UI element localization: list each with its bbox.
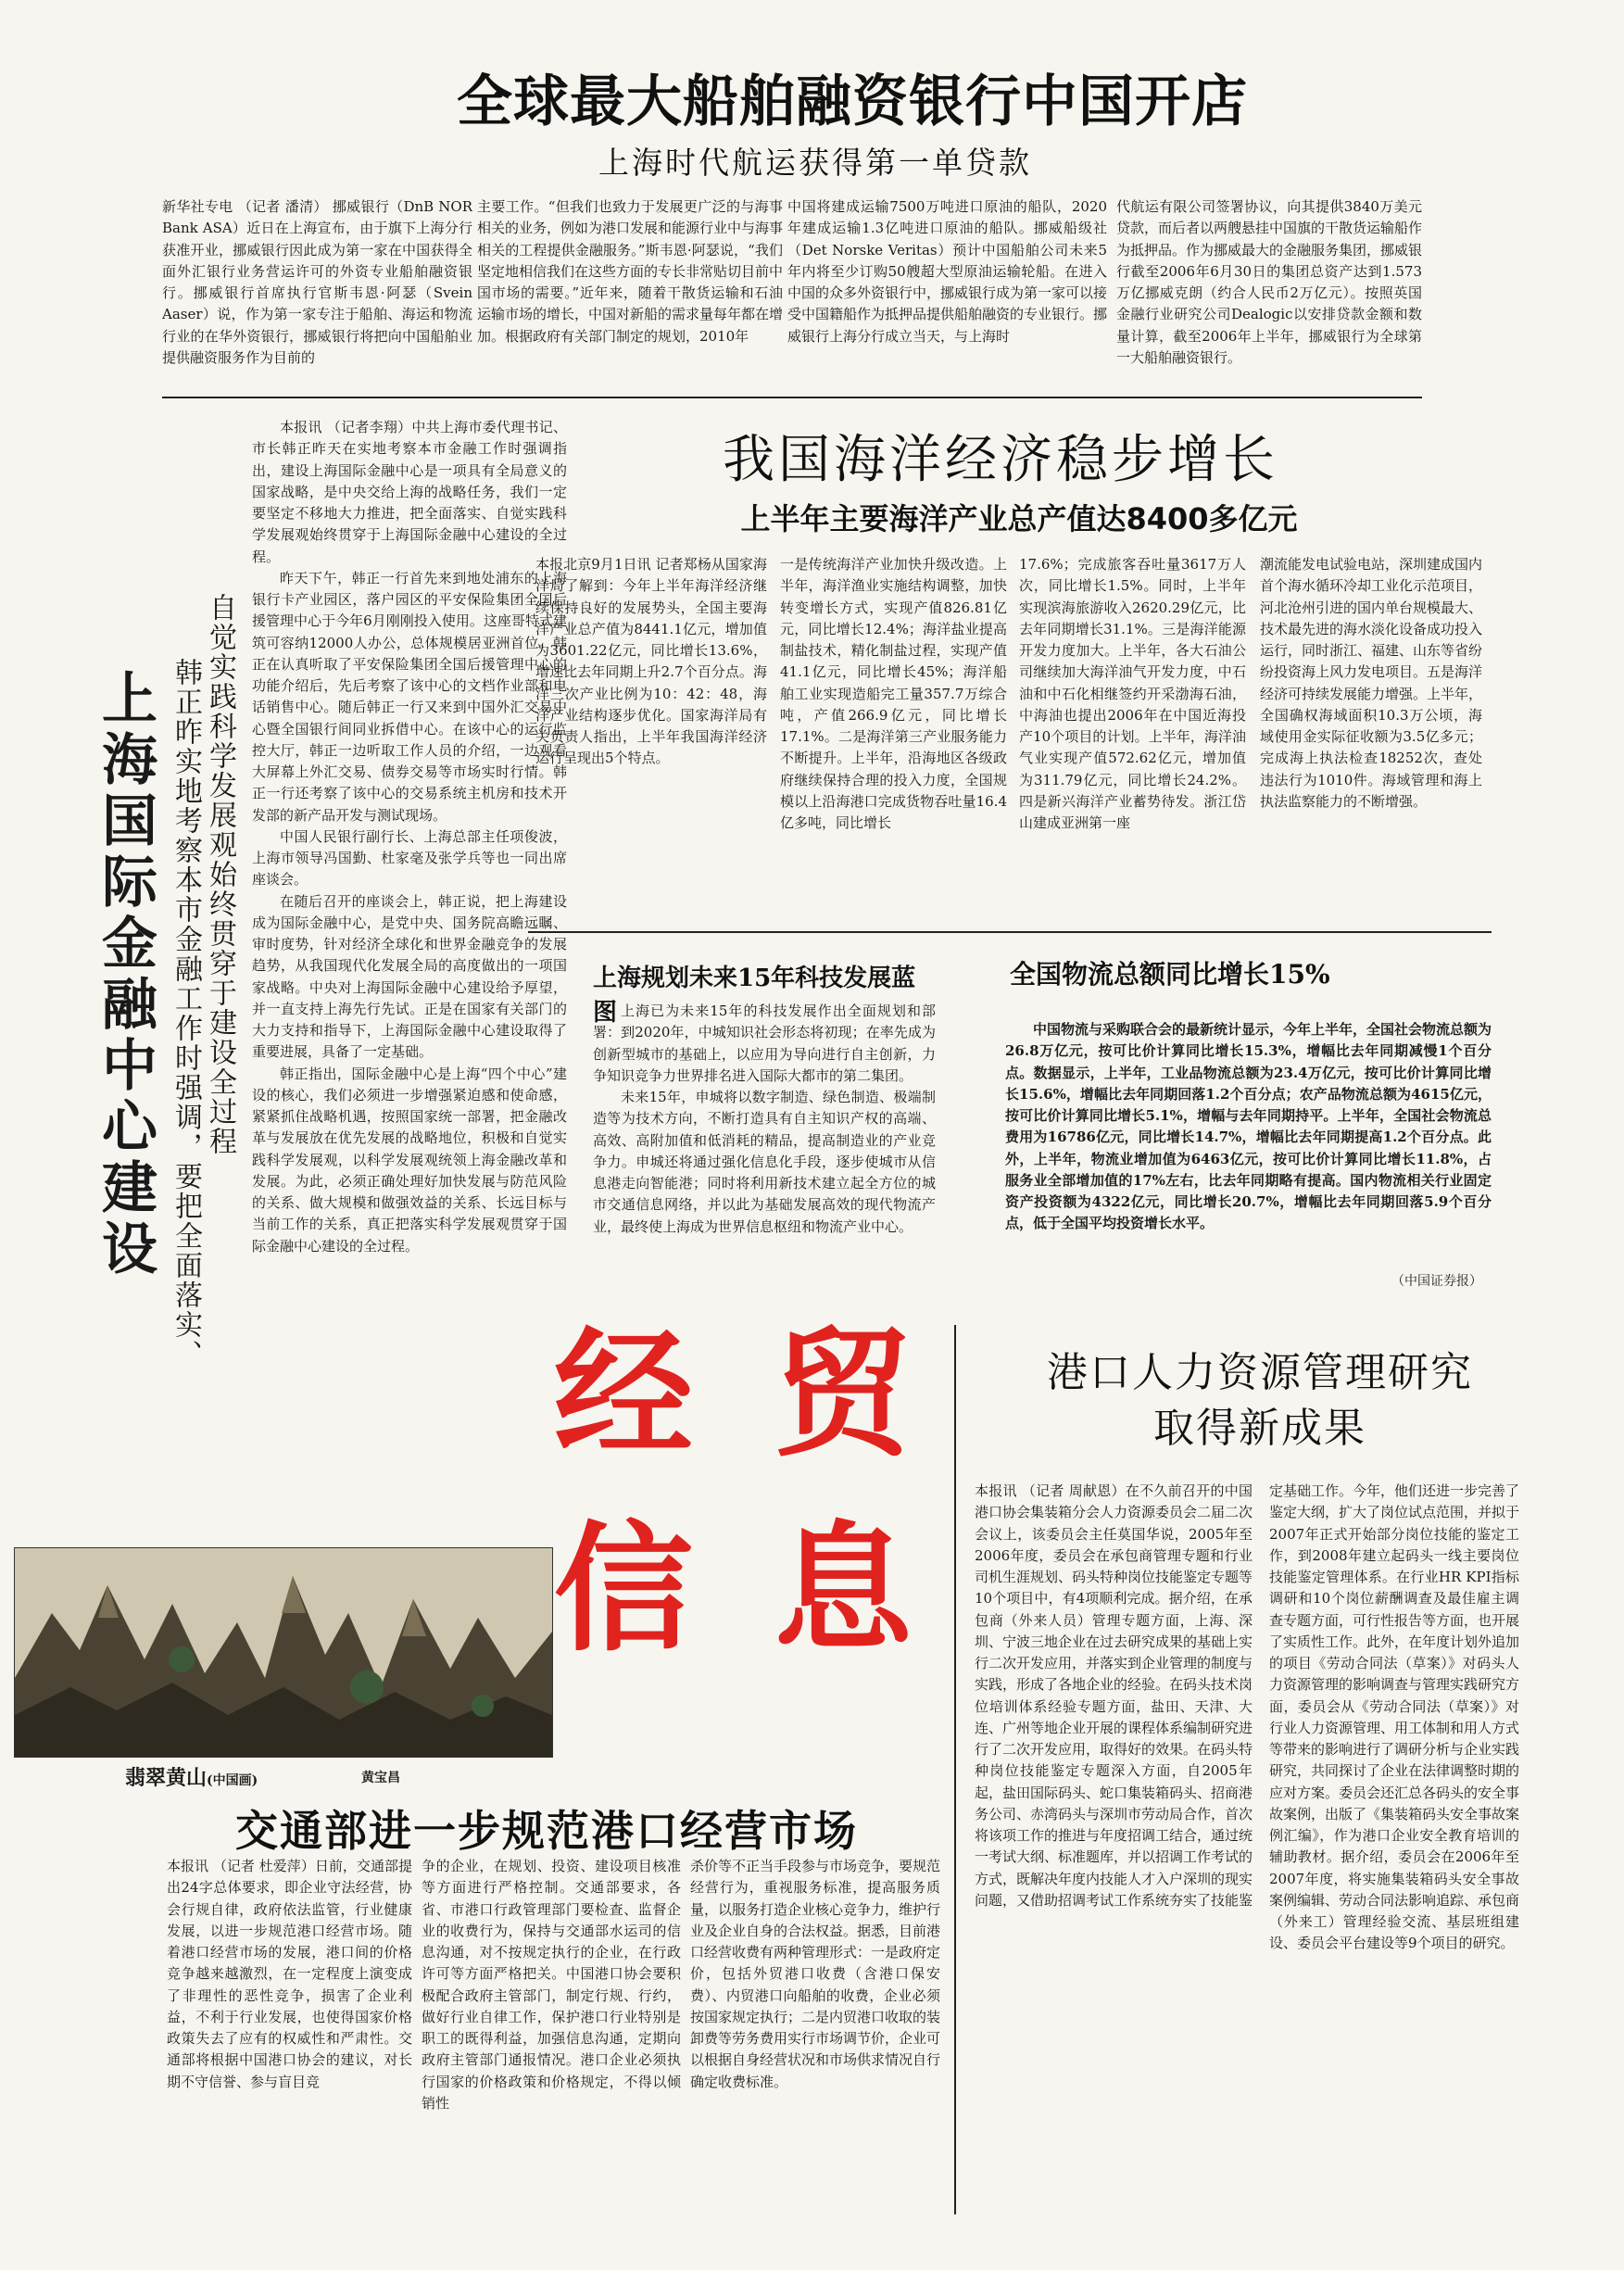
article1-title: 全球最大船舶融资银行中国开店 <box>457 69 1248 134</box>
article2-body <box>252 417 567 1529</box>
divider-vertical <box>954 1325 956 2214</box>
section-char-1: 经 <box>554 1313 694 1476</box>
article6-title-line2: 取得新成果 <box>1153 1405 1366 1452</box>
article2-title: 上海国际金融中心建设 <box>93 669 157 1280</box>
article3-col3: 17.6%；完成旅客吞吐量3617万人次，同比增长1.5%。同时，上半年实现滨海旅游收入2620.29亿元，比去年同期增长31.1%。三是海洋能源开发力度加大。上半年，各大石油公司继续加大海洋油气开发力度，中石油和中石化相继签约开采渤海石油，中海油也提出2006年在中国近海投产10个项目的计划。上半年，海洋油气业实现产值572.62亿元，增加值为311.79亿元，同比增长24.2%。四是新兴海洋产业蓄势待发。浙江岱山建成亚洲第一座 <box>1019 556 1246 831</box>
article5-body: 中国物流与采购联合会的最新统计显示，今年上半年，全国社会物流总额为26.8万亿元，按可比价计算同比增长15.3%，增幅比去年同期减慢1个百分点。数据显示，上半年，工业品物流总额为23.4万亿元，按可比价计算同比增长15.6%，增幅比去年同期回落1.2个百分点；农产品物流总额为4615亿元，按可比价计算同比增长5.1%，增幅与去年同期持平。上半年，全国社会物流总费用为16786亿元，同比增长14.7%，增幅比去年同期提高1.2个百分点。此外，上半年，物流业增加值为6463亿元，按可比价计算同比增长11.8%，占服务业全部增加值的17%左右，比去年同期略有提高。国内物流相关行业固定资产投资额为4322亿元，同比增长20.7%，增幅比去年同期回落5.9个百分点，低于全国平均投资增长水平。 <box>1005 1021 1492 1232</box>
article6-col2: 定基础工作。今年，他们还进一步完善了鉴定大纲，扩大了岗位试点范围，并拟于2007年正式开始部分岗位技能的鉴定工作，到2008年建立起码头一线主要岗位技能鉴定管理体系。在行业HR KPI指标调研和10个岗位薪酬调查及最佳雇主调查专题方面，可行性报告等方面，也开展了实质性工作。此外，在年度计划外追加的项目《劳动合同法（草案）》对码头人力资源管理的影响调查与管理实践研究方面，委员会从《劳动合同法（草案）》对行业人力资源管理、用工体制和用人方式等带来的影响进行了调研分析与企业实践研究，共同探讨了企业在法律调整时期的应对方案。委员会还汇总各码头的安全事故案例，出版了《集装箱码头安全事故案例汇编》，作为港口企业安全教育培训的辅助教材。据介绍，委员会在2006年至2007年度，将实施集装箱码头安全事故案例编辑、劳动合同法影响追踪、承包商（外来工）管理经验交流、基层班组建设、委员会平台建设等9个项目的研究。 <box>1269 1482 1519 1952</box>
article3-col4: 潮流能发电试验电站，深圳建成国内首个海水循环冷却工业化示范项目，河北沧州引进的国内单台规模最大、技术最先进的海水淡化设备成功投入运行，同时浙江、福建、山东等省纷纷投资海上风力发电项目。五是海洋经济可持续发展能力增强。上半年，全国确权海域面积10.3万公顷，海域使用金实际征收额为3.5亿多元；完成海上执法检查18252次，查处违法行为1010件。海域管理和海上执法监察能力的不断增强。 <box>1260 556 1482 810</box>
section-char-3: 信 <box>554 1507 694 1671</box>
photo-author: 黄宝昌 <box>361 1771 400 1785</box>
article2-subtitle-1: 自觉实践科学发展观始终贯穿于建设全过程 <box>204 593 236 1156</box>
divider-mid <box>528 931 1492 933</box>
article2-para-4: 在随后召开的座谈会上，韩正说，把上海建设成为国际金融中心，是党中央、国务院高瞻远瞩、审时度势，针对经济全球化和世界金融竞争的发展趋势，从我国现代化发展全局的高度做出的一项国家战略。中央对上海国际金融中心建设给予厚望，并一直支持上海先行先试。正是在国家有关部门的大力支持和指导下，上海国际金融中心建设取得了重要进展，具备了一定基础。 <box>252 892 567 1061</box>
article1-col3: 中国将建成运输7500万吨进口原油的船队，2020年建成运输1.3亿吨进口原油的船队。挪威船级社（Det Norske Veritas）预计中国船舶公司未来5年内将至少订购50艘超大型原油运输轮船。在进入中国的众多外资银行中，挪威银行成为第一家可以接受中国籍船作为抵押品提供船舶融资的专业银行。挪威银行上海分行成立当天，与上海时 <box>787 198 1107 345</box>
article1-subtitle: 上海时代航运获得第一单贷款 <box>598 145 1032 181</box>
section-char-4: 息 <box>774 1507 913 1671</box>
article2-para-2: 昨天下午，韩正一行首先来到地处浦东的上海银行卡产业园区，落户园区的平安保险集团全国后援管理中心于今年6月刚刚投入使用。这座哥特式建筑可容纳12000人办公，总体规模居亚洲首位。韩正在认真听取了平安保险集团全国后援管理中心的功能介绍后，先后考察了该中心的文档作业部和电话销售中心。随后韩正一行又来到中国外汇交易中心暨全国银行间同业拆借中心。在该中心的运行监控大厅，韩正一边听取工作人员的介绍，一边观看大屏幕上外汇交易、债券交易等市场实时行情。韩正一行还考察了该中心的交易系统主机房和技术开发部的新产品开发与测试现场。 <box>252 569 567 824</box>
section-char-2: 贸 <box>774 1313 913 1476</box>
article3-title: 我国海洋经济稳步增长 <box>723 430 1278 490</box>
article2-para-1: 本报讯 （记者李翔）中共上海市委代理书记、市长韩正昨天在实地考察本市金融工作时强调指出，建设上海国际金融中心是一项具有全局意义的国家战略，是中央交给上海的战略任务，我们一定要坚定不移地大力推进，把全面落实、自觉实践科学发展观始终贯穿于上海国际金融中心建设的全过程。 <box>252 419 567 565</box>
article2-para-5: 韩正指出，国际金融中心是上海“四个中心”建设的核心，我们必须进一步增强紧迫感和使命感，紧紧抓住战略机遇，按照国家统一部署，把金融改革与发展放在优先发展的战略地位，积极和自觉实践科学发展观，以科学发展观统领上海金融改革和发展。为此，必须正确处理好加快发展与防范风险的关系、做大规模和做强效益的关系、长远目标与当前工作的关系，真正把落实科学发展观贯穿于国际金融中心建设的全过程。 <box>252 1065 567 1255</box>
article4-para-1: 上海已为未来15年的科技发展作出全面规划和部署：到2020年，中城知识社会形态将初现；在率先成为创新型城市的基础上，以应用为导向进行自主创新，力争知识竞争力世界排名进入国际大都市的第二集团。 <box>593 1003 936 1084</box>
photo-caption-note: (中国画) <box>207 1773 258 1788</box>
article1-col2: 主要工作。“但我们也致力于发展更广泛的与海事相关的业务，例如为港口发展和能源行业中与海事相关的工程提供金融服务。”斯韦恩·阿瑟说，“我们坚定地相信我们在这些方面的专长非常贴切目前中国市场的需要。”近年来，随着干散货运输和石油运输市场的增长，中国对新船的需求量每年都在增加。根据政府有关部门制定的规划，2010年 <box>477 198 783 345</box>
photo-caption <box>125 1762 258 1791</box>
article4-body <box>593 1001 936 1320</box>
photo-caption-title: 翡翠黄山 <box>125 1766 208 1790</box>
article5-source: （中国证券报） <box>1391 1274 1482 1289</box>
article5-title: 全国物流总额同比增长15% <box>1010 959 1330 990</box>
article3-col2: 一是传统海洋产业加快升级改造。上半年，海洋渔业实施结构调整，加快转变增长方式，实现产值826.81亿元，同比增长12.4%；海洋盐业提高制盐技术，精化制盐过程，实现产值41.1亿元，同比增长45%；海洋船舶工业实现造船完工量357.7万综合吨，产值266.9亿元，同比增长17.1%。二是海洋第三产业服务能力不断提升。上半年，沿海地区各级政府继续保持合理的投入力度，全国规模以上沿海港口完成货物吞吐量16.4亿多吨，同比增长 <box>780 556 1007 831</box>
article4-title: 上海规划未来15年科技发展蓝图 <box>593 965 916 1027</box>
article7-col2: 争的企业，在规划、投资、建设项目核准等方面进行严格控制。交通部要求，各省、市港口行政管理部门要检查、监督企业的收费行为，保持与交通部水运司的信息沟通，对不按规定执行的企业，在行政许可等方面严格把关。中国港口协会要积极配合政府主管部门，制定行规、行约，做好行业自律工作，保护港口行业特别是职工的既得利益，加强信息沟通，定期向政府主管部门通报情况。港口企业必须执行国家的价格政策和价格规定，不得以倾销性 <box>422 1858 681 2112</box>
article4-para-2: 未来15年，申城将以数字制造、绿色制造、极端制造等为技术方向，不断打造具有自主知识产权的高端、高效、高附加值和低消耗的精品，提高制造业的产业竞争力。申城还将通过强化信息化手段，逐步使城市从信息港走向智能港；同时将利用新技术建立起全方位的城市交通信息网络，并以此为基础发展高效的现代物流产业，最终使上海成为世界信息枢纽和物流产业中心。 <box>593 1089 936 1235</box>
article2-subtitle-2: 韩正昨实地考察本市金融工作时强调，要把全面落实、 <box>170 658 202 1369</box>
article7-col3: 杀价等不正当手段参与市场竞争，要规范经营行为，重视服务标准，提高服务质量，以服务打造企业核心竞争力，维护行业及企业自身的合法权益。据悉，目前港口经营收费有两种管理形式：一是政府定价，包括外贸港口收费（含港口保安费）、内贸港口向船舶的收费，企业必须按国家规定执行；二是内贸港口收取的装卸费等劳务费用实行市场调节价，企业可以根据自身经营状况和市场供求情况自行确定收费标准。 <box>690 1858 940 2090</box>
article3-subtitle: 上半年主要海洋产业总产值达8400多亿元 <box>740 501 1298 536</box>
article1-col1: 新华社专电 （记者 潘清） 挪威银行（DnB NOR Bank ASA）近日在上海宣布，由于旗下上海分行获准开业，挪威银行因此成为第一家在中国获得全面外汇银行业务营运许可的外资专业船舶融资银行。挪威银行首席执行官斯韦恩·阿瑟（Svein Aaser）说，作为第一家专注于船舶、海运和物流行业的在华外资银行，挪威银行将把向中国船舶业提供融资服务作为目前的 <box>162 198 472 366</box>
article2-para-3: 中国人民银行副行长、上海总部主任项俊波，上海市领导冯国勤、杜家毫及张学兵等也一同出席座谈会。 <box>252 827 567 889</box>
article6-title: 港口人力资源管理研究 <box>1047 1349 1473 1396</box>
landscape-painting <box>14 1547 553 1758</box>
article7-title: 交通部进一步规范港口经营市场 <box>235 1806 858 1856</box>
article3-col1: 本报北京9月1日讯 记者郑杨从国家海洋局了解到：今年上半年海洋经济继续保持良好的发展势头，全国主要海洋产业总产值为8441.1亿元，增加值为3601.22亿元，同比增长13.6%，增速比去年同期上升2.7个百分点。海洋三次产业比例为10：42：48，海洋产业结构逐步优化。国家海洋局有关负责人指出，上半年我国海洋经济运行呈现出5个特点。 <box>535 556 767 767</box>
article6-col1: 本报讯 （记者 周献恩）在不久前召开的中国港口协会集装箱分会人力资源委员会二届二次会议上，该委员会主任莫国华说，2005年至2006年度，委员会在承包商管理专题和行业司机生涯规划、码头特种岗位技能鉴定专题等10个项目中，有4项顺利完成。据介绍，在承包商（外来人员）管理专题方面，上海、深圳、宁波三地企业在过去研究成果的基础上实行二次开发应用，并落实到企业管理的制度与实践，形成了各地企业的经验。在码头技术岗位培训体系经验专题方面，盐田、天津、大连、广州等地企业开展的课程体系编制研究进行了二次开发应用，取得好的效果。在码头特种岗位技能鉴定专题深入方面，自2005年起，盐田国际码头、蛇口集装箱码头、招商港务公司、赤湾码头与深圳市劳动局合作，首次将该项工作的推进与年度招调工结合，通过统一考试大纲、标准题库，并以招调工作考试的方式，既解决年度内技能人才入户深圳的现实问题，又借助招调考试工作系统夯实了技能鉴 <box>975 1482 1253 1909</box>
article1-col4: 代航运有限公司签署协议，向其提供3840万美元贷款，而后者以两艘悬挂中国旗的干散货运输船作为抵押品。作为挪威最大的金融服务集团，挪威银行截至2006年6月30日的集团总资产达到1.573万亿挪威克朗（约合人民币2万亿元）。按照英国金融行业研究公司Dealogic以安排贷款金额和数量计算，截至2006年上半年，挪威银行为全球第一大船舶融资银行。 <box>1116 198 1422 366</box>
mountain-painting-image <box>15 1548 552 1757</box>
article7-col1: 本报讯 （记者 杜爱萍）日前，交通部提出24字总体要求，即企业守法经营，协会行规自律，政府依法监管，行业健康发展，以进一步规范港口经营市场。随着港口经营市场的发展，港口间的价格竞争越来越激烈，在一定程度上演变成了非理性的恶性竞争，损害了企业利益，不利于行业发展，也使得国家价格政策失去了应有的权威性和严肃性。交通部将根据中国港口协会的建议，对长期不守信誉、参与盲目竞 <box>167 1858 412 2090</box>
divider-top <box>162 397 1422 398</box>
